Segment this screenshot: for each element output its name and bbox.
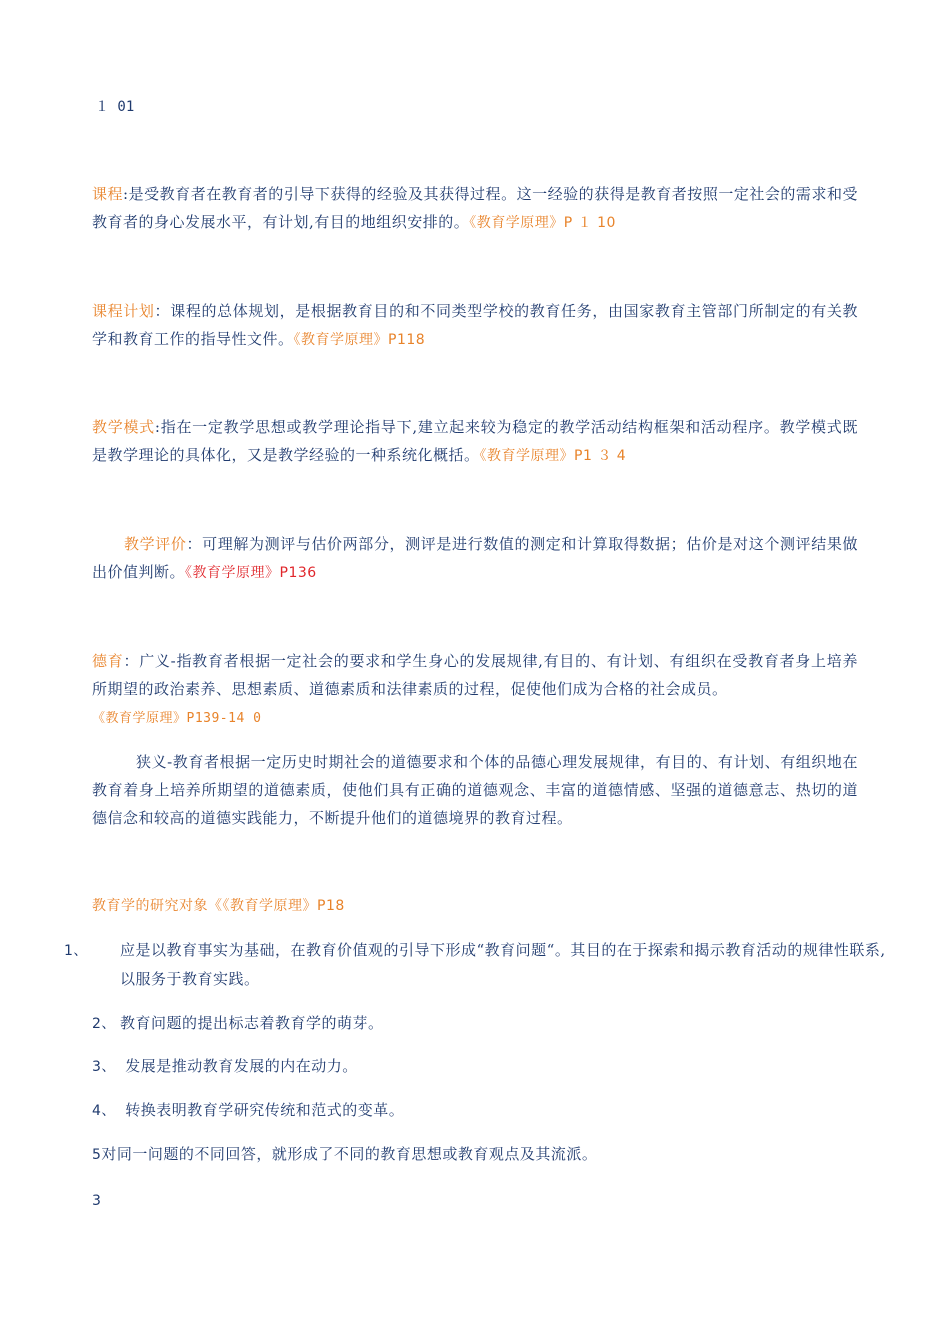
source-reference: 《教育学原理》P1 ３ 4 — [479, 448, 627, 464]
entry-teaching-evaluation — [92, 530, 858, 587]
source-reference: 《教育学原理》P １ 10 — [469, 215, 616, 231]
term-separator: : — [154, 418, 161, 436]
entry-teaching-model — [92, 413, 858, 470]
moral-education-narrow: 狭义-教育者根据一定历史时期社会的道德要求和个体的品德心理发展规律，有目的、有计划、有组织地在教育着身上培养所期望的道德素质，使他们具有正确的道德观念、丰富的道德情感、坚强的道德意志、热切的道德信念和较高的道德实践能力，不断提升他们的道德境界的教育过程。 — [92, 753, 858, 827]
page-number-top: １ 01 — [95, 99, 135, 115]
definition: 课程的总体规划，是根据教育目的和不同类型学校的教育任务，由国家教育主管部门所制定的有关教学和教育工作的指导性文件。 — [92, 302, 858, 348]
entry-curriculum — [92, 180, 858, 237]
list-item: 5对同一问题的不同回答，就形成了不同的教育思想或教育观点及其流派。 — [92, 1145, 598, 1163]
definition: 指在一定教学思想或教学理论指导下,建立起来较为稳定的教学活动结构框架和活动程序。教学模式既是教学理论的具体化，又是教学经验的一种系统化概括。 — [92, 418, 858, 464]
entry-moral-education — [92, 647, 858, 733]
term: 课程 — [92, 185, 124, 203]
definition: 可理解为测评与估价两部分，测评是进行数值的测定和计算取得数据；估价是对这个测评结果做出价值判断。 — [92, 535, 858, 581]
list-item: 3、 发展是推动教育发展的内在动力。 — [92, 1057, 358, 1075]
source-reference: 《教育学原理》P118 — [293, 332, 426, 348]
source-reference: 《教育学原理》P139-14 0 — [92, 711, 262, 726]
page-footer-number: 3 — [92, 1193, 101, 1209]
entry-curriculum-plan — [92, 297, 858, 354]
term-separator: ： — [123, 652, 140, 670]
term: 课程计划 — [92, 302, 155, 320]
list-item: 4、 转换表明教育学研究传统和范式的变革。 — [92, 1101, 405, 1119]
term-separator: ： — [186, 535, 203, 553]
term-separator: : — [123, 185, 129, 203]
term-separator: ： — [154, 302, 171, 320]
term: 教学评价 — [124, 535, 187, 553]
definition: 是受教育者在教育者的引导下获得的经验及其获得过程。这一经验的获得是教育者按照一定社会的需求和受教育者的身心发展水平，有计划,有目的地组织安排的。 — [92, 185, 858, 231]
research-object-heading: 教育学的研究对象《《教育学原理》P18 — [92, 898, 345, 914]
source-reference: 《教育学原理》P136 — [185, 565, 317, 581]
definition-broad: 广义-指教育者根据一定社会的要求和学生身心的发展规律,有目的、有计划、有组织在受教育者身上培养所期望的政治素养、思想素质、道德素质和法律素质的过程，促使他们成为合格的社会成员。 — [92, 652, 858, 698]
list-item: 1、 应是以教育事实为基础，在教育价值观的引导下形成“教育问题“。其目的在于探索和揭示教育活动的规律性联系,以服务于教育实践。 — [64, 941, 886, 988]
list-item: 2、 教育问题的提出标志着教育学的萌芽。 — [92, 1014, 384, 1032]
term: 德育 — [92, 652, 124, 670]
term: 教学模式 — [92, 418, 155, 436]
